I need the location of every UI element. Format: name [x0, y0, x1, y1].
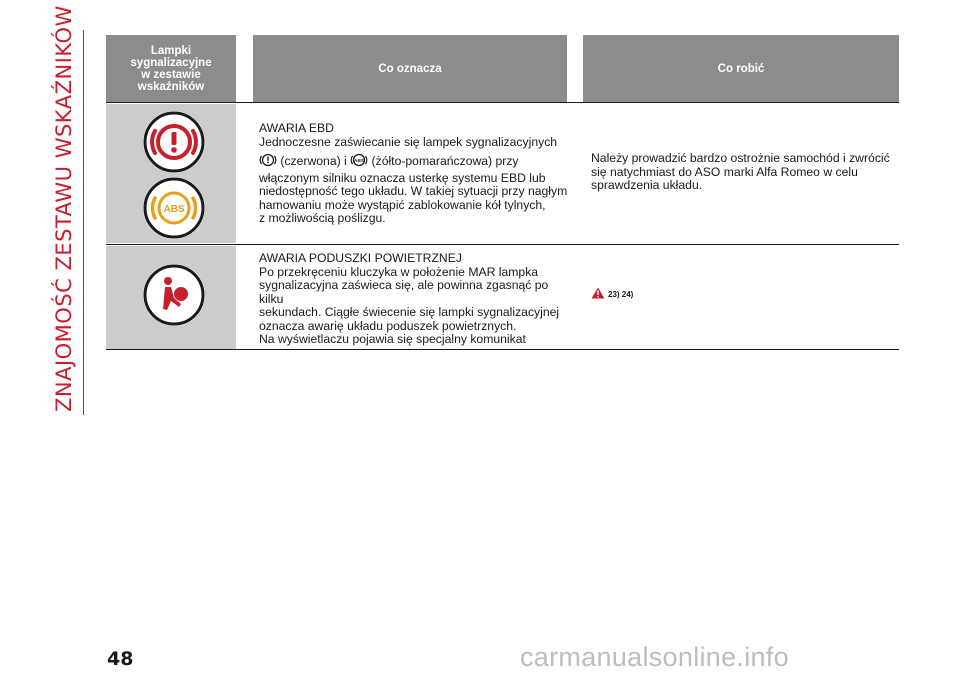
side-divider — [83, 30, 84, 415]
row-ebd-line: Jednoczesne zaświecanie się lampek sygnalizacyjnych — [259, 134, 558, 149]
section-side-title: ZNAJOMOŚĆ ZESTAWU WSKAŹNIKÓW — [52, 5, 76, 412]
row-airbag-line: Na wyświetlaczu pojawia się specjalny komunikat — [259, 332, 526, 346]
row-ebd-amber-label: (żółto-pomarańczowa) przy — [371, 154, 519, 168]
page-number: 48 — [107, 648, 134, 670]
row-ebd-description — [259, 122, 569, 226]
warning-triangle-icon — [591, 287, 605, 301]
note-reference: 23) 24) — [608, 289, 634, 299]
airbag-warning-icon — [143, 264, 205, 326]
row-airbag-action — [591, 287, 633, 301]
row-ebd-action-line: sprawdzenia układu. — [591, 178, 703, 192]
row-ebd-red-label: (czerwona) i — [280, 154, 347, 168]
abs-inline-icon — [350, 152, 368, 172]
row-airbag-line: sekundach. Ciągłe świecenie się lampki sygnalizacyjnej — [259, 305, 560, 319]
row-divider — [106, 349, 899, 350]
abs-warning-icon — [143, 177, 205, 239]
row-ebd-action — [591, 152, 896, 193]
header-lamps-line: wskaźników — [137, 80, 205, 93]
header-lamps — [106, 35, 236, 102]
row-airbag-line: oznacza awarię układu poduszek powietrznych. — [259, 318, 517, 333]
abs-icon-label: ABS — [163, 204, 185, 215]
watermark: carmanualsonline.info — [520, 642, 789, 672]
row-airbag-title: AWARIA PODUSZKI POWIETRZNEJ — [259, 251, 462, 265]
header-lamps-line: sygnalizacyjne — [130, 56, 212, 69]
header-lamps-line: w zestawie — [141, 68, 201, 81]
row-airbag-line: Po przekręceniu kluczyka w położenie MAR lampka — [259, 264, 539, 279]
brake-warning-icon — [143, 111, 205, 173]
header-meaning: Co oznacza — [253, 35, 567, 102]
row-ebd-action-line: Należy prowadzić bardzo ostrożnie samochód i zwrócić — [591, 151, 890, 165]
brake-inline-icon — [259, 152, 277, 172]
row-ebd-line: włączonym silniku oznacza usterkę systemu EBD lub — [259, 170, 546, 185]
row-divider — [106, 102, 899, 103]
row-ebd-line: hamowaniu może wystąpić zablokowanie kół tylnych, — [259, 197, 546, 212]
row-ebd-line: z możliwością poślizgu. — [259, 211, 386, 225]
row-airbag-line: sygnalizacyjna zaświeca się, ale powinna zgasnąć po kilku — [259, 278, 549, 306]
abs-inline-label: ABS — [354, 158, 365, 163]
row-ebd-title: AWARIA EBD — [259, 121, 334, 135]
row-ebd-action-line: się natychmiast do ASO marki Alfa Romeo w celu — [591, 164, 858, 179]
header-lamps-line: Lampki — [150, 44, 192, 57]
row-ebd-line: niedostępność tego układu. W takiej sytuacji przy nagłym — [259, 184, 568, 198]
row-divider — [106, 244, 899, 245]
row-ebd-inline-line — [259, 152, 569, 172]
row-airbag-description — [259, 252, 569, 347]
header-action: Co robić — [583, 35, 899, 102]
